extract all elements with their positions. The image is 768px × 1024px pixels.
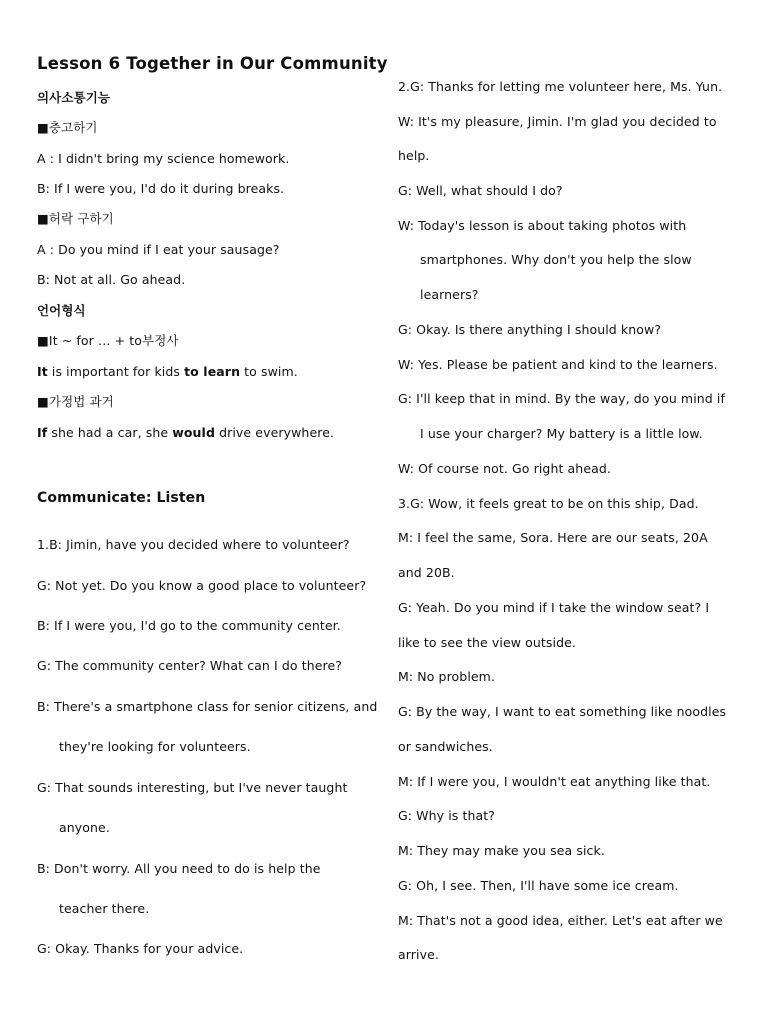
dialogue-line: 3.G: Wow, it feels great to be on this ship, Dad. xyxy=(398,496,699,511)
dialogue-line: M: No problem. xyxy=(398,669,496,684)
dialogue-line: W: Today's lesson is about taking photos with xyxy=(398,218,687,233)
dialogue-line: M: I feel the same, Sora. Here are our seats, 20A xyxy=(398,530,708,545)
grammar-example-2: If she had a car, she would drive everywhere. xyxy=(37,425,335,440)
section-heading-communication: 의사소통기능 xyxy=(37,90,111,105)
dialogue-line: M: That's not a good idea, either. Let's eat after we xyxy=(398,913,723,928)
subheading-it-for-to: ■It ~ for … + to부정사 xyxy=(37,333,179,348)
dialogue-line-cont: I use your charger? My battery is a little low. xyxy=(420,426,703,441)
dialogue-line: W: Yes. Please be patient and kind to the learners. xyxy=(398,357,718,372)
dialogue-line: G: Well, what should I do? xyxy=(398,183,563,198)
dialogue-line: 1.B: Jimin, have you decided where to volunteer? xyxy=(37,537,350,552)
dialogue-line-cont: teacher there. xyxy=(59,901,150,916)
dialogue-line-cont: arrive. xyxy=(398,947,439,962)
dialogue-line-cont: they're looking for volunteers. xyxy=(59,739,251,754)
dialogue-line-cont: anyone. xyxy=(59,820,110,835)
dialogue-line: G: That sounds interesting, but I've never taught xyxy=(37,780,348,795)
dialogue-line: W: It's my pleasure, Jimin. I'm glad you decided to xyxy=(398,114,717,129)
subheading-subjunctive: ■가정법 과거 xyxy=(37,394,114,409)
dialogue-line: G: By the way, I want to eat something like noodles xyxy=(398,704,727,719)
example-line: A : Do you mind if I eat your sausage? xyxy=(37,242,280,257)
dialogue-line-cont: smartphones. Why don't you help the slow xyxy=(420,252,692,267)
listen-heading: Communicate: Listen xyxy=(37,490,206,506)
dialogue-line: 2.G: Thanks for letting me volunteer here, Ms. Yun. xyxy=(398,79,723,94)
dialogue-line: G: I'll keep that in mind. By the way, do you mind if xyxy=(398,391,725,406)
grammar-example-1: It is important for kids to learn to swim. xyxy=(37,364,298,379)
dialogue-line-cont: like to see the view outside. xyxy=(398,635,576,650)
dialogue-line-cont: and 20B. xyxy=(398,565,455,580)
dialogue-line: G: Okay. Thanks for your advice. xyxy=(37,941,244,956)
dialogue-line: B: If I were you, I'd go to the community center. xyxy=(37,618,341,633)
dialogue-line: G: Oh, I see. Then, I'll have some ice cream. xyxy=(398,878,679,893)
example-line: B: Not at all. Go ahead. xyxy=(37,272,186,287)
dialogue-line: M: If I were you, I wouldn't eat anything like that. xyxy=(398,774,711,789)
dialogue-line: G: Not yet. Do you know a good place to volunteer? xyxy=(37,578,367,593)
dialogue-line: G: Yeah. Do you mind if I take the window seat? I xyxy=(398,600,710,615)
example-line: B: If I were you, I'd do it during breaks. xyxy=(37,181,285,196)
lesson-title: Lesson 6 Together in Our Community xyxy=(37,54,388,73)
dialogue-line: M: They may make you sea sick. xyxy=(398,843,605,858)
subheading-permission: ■허락 구하기 xyxy=(37,211,114,226)
dialogue-line: G: The community center? What can I do there? xyxy=(37,658,343,673)
section-heading-grammar: 언어형식 xyxy=(37,303,86,318)
dialogue-line-cont: or sandwiches. xyxy=(398,739,493,754)
subheading-advice: ■충고하기 xyxy=(37,120,98,135)
dialogue-line: G: Okay. Is there anything I should know? xyxy=(398,322,662,337)
dialogue-line: B: Don't worry. All you need to do is help the xyxy=(37,861,321,876)
dialogue-line: W: Of course not. Go right ahead. xyxy=(398,461,611,476)
example-line: A : I didn't bring my science homework. xyxy=(37,151,290,166)
dialogue-line-cont: help. xyxy=(398,148,430,163)
dialogue-line: G: Why is that? xyxy=(398,808,496,823)
dialogue-line: B: There's a smartphone class for senior citizens, and xyxy=(37,699,378,714)
dialogue-line-cont: learners? xyxy=(420,287,479,302)
